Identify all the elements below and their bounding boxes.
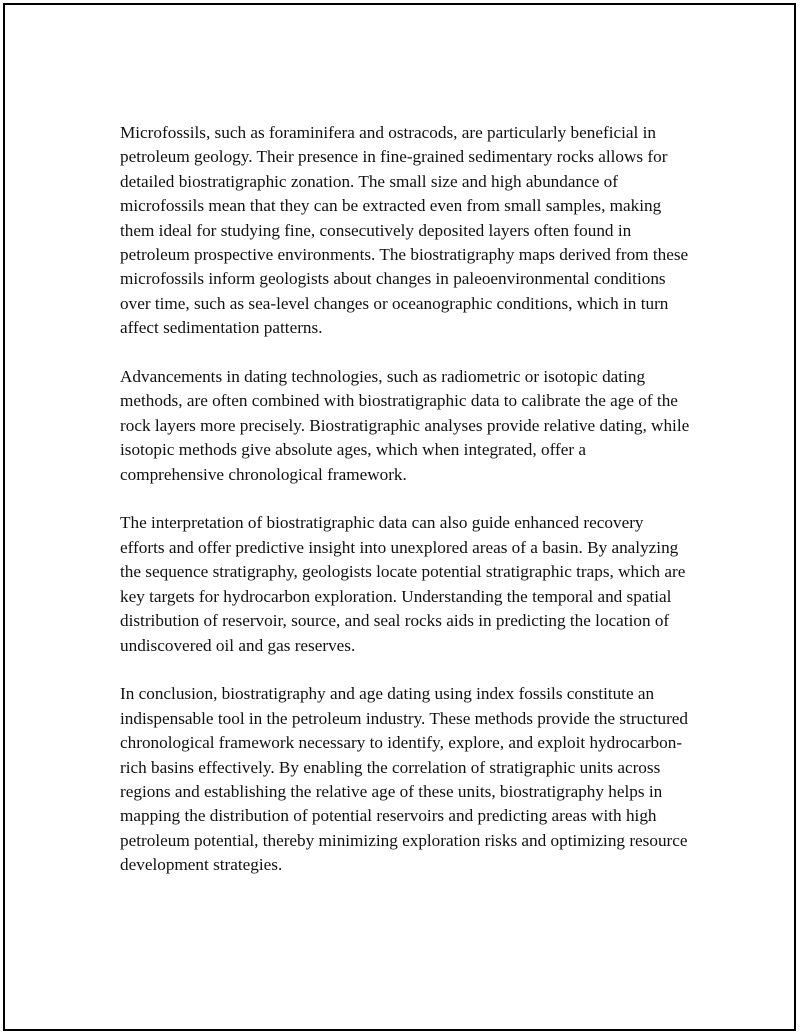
- page-frame: [3, 3, 796, 1031]
- paragraph-dating-technologies: Advancements in dating technologies, such as radiometric or isotopic dating methods, are often combined with biostratigraphic data to calibrate the age of the rock layers more precisely. Biostratigraphic analyses provide relative dating, while isotopic methods give absolute ages, which when integrated, offer a comprehensive chronological framework.: [120, 367, 690, 484]
- document-body: [120, 121, 692, 878]
- paragraph-conclusion: In conclusion, biostratigraphy and age dating using index fossils constitute an indispensable tool in the petroleum industry. These methods provide the structured chronological framework necessary to identify, explore, and exploit hydrocarbon-rich basins effectively. By enabling the correlation of stratigraphic units across regions and establishing the relative age of these units, biostratigraphy helps in mapping the distribution of potential reservoirs and predicting areas with high petroleum potential, thereby minimizing exploration risks and optimizing resource development strategies.: [120, 684, 689, 875]
- paragraph-microfossils: Microfossils, such as foraminifera and ostracods, are particularly beneficial in petroleum geology. Their presence in fine-grained sedimentary rocks allows for detailed biostratigraphic zonation. The small size and high abundance of microfossils mean that they can be extracted even from small samples, making them ideal for studying fine, consecutively deposited layers often found in petroleum prospective environments. The biostratigraphy maps derived from these microfossils inform geologists about changes in paleoenvironmental conditions over time, such as sea-level changes or oceanographic conditions, which in turn affect sedimentation patterns.: [120, 123, 689, 338]
- paragraph-interpretation: The interpretation of biostratigraphic data can also guide enhanced recovery efforts and offer predictive insight into unexplored areas of a basin. By analyzing the sequence stratigraphy, geologists locate potential stratigraphic traps, which are key targets for hydrocarbon exploration. Understanding the temporal and spatial distribution of reservoir, source, and seal rocks aids in predicting the location of undiscovered oil and gas reserves.: [120, 513, 686, 655]
